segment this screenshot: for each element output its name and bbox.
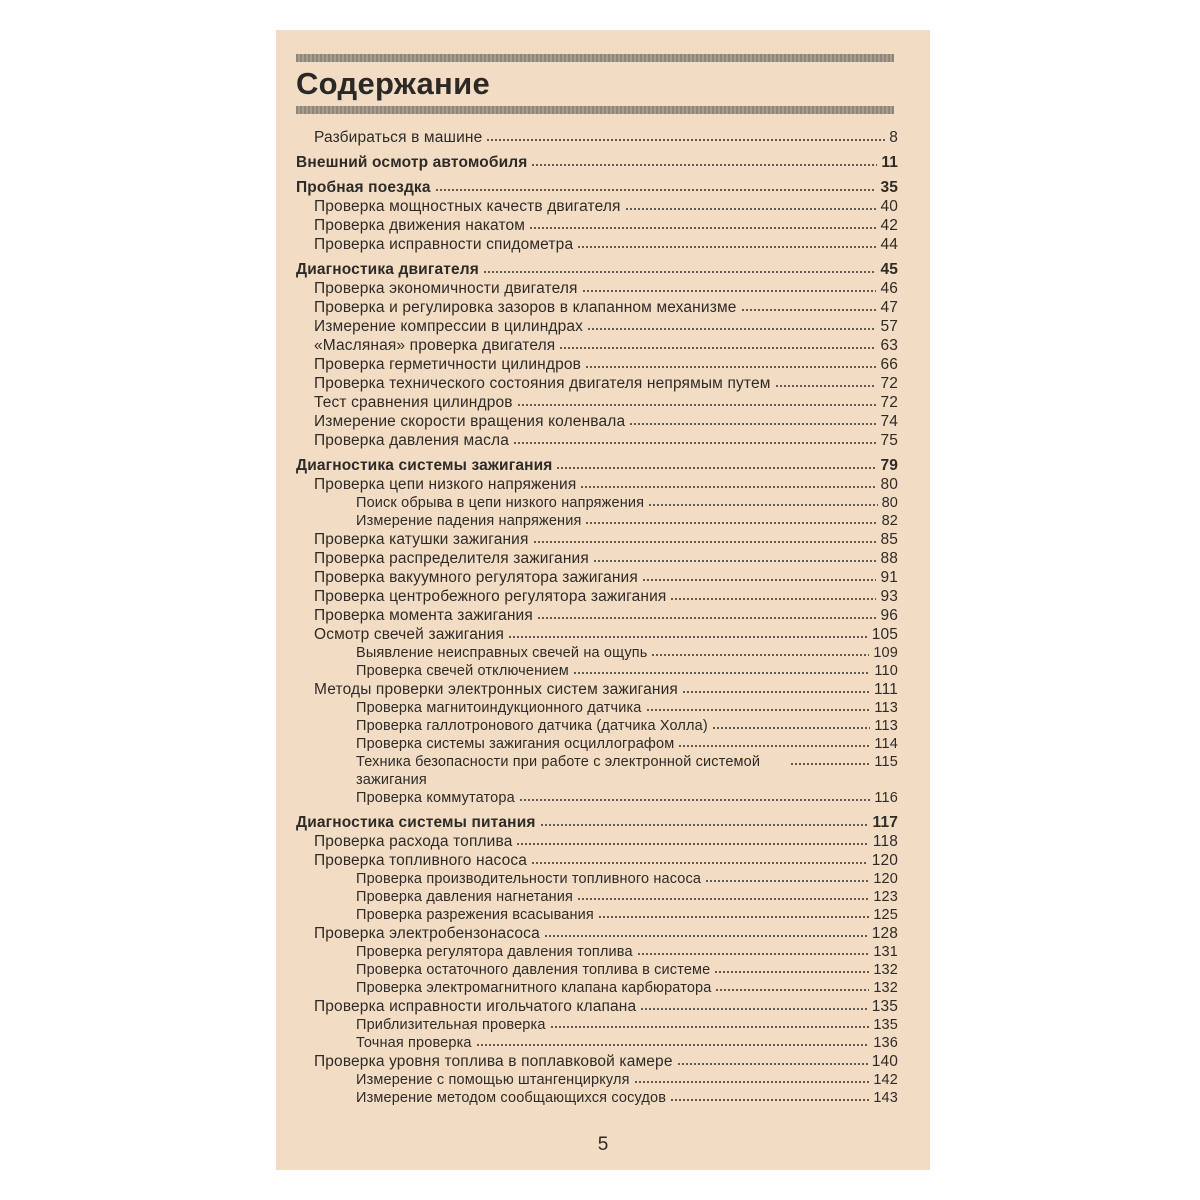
toc-leader-dots [648, 503, 877, 507]
toc-leader-dots [741, 308, 877, 312]
toc-entry-page: 111 [873, 681, 898, 698]
toc-entry [296, 512, 898, 530]
toc-entry [296, 279, 898, 298]
toc-leader-dots [508, 635, 868, 639]
toc-leader-dots [712, 726, 871, 730]
toc-leader-dots [559, 346, 876, 350]
toc-leader-dots [593, 559, 877, 563]
toc-entry-page: 66 [880, 356, 898, 373]
toc-entry-page: 115 [874, 754, 898, 770]
toc-entry-label: Проверка системы зажигания осциллографом [356, 736, 675, 752]
toc-leader-dots [705, 879, 869, 883]
toc-entry [296, 888, 898, 906]
toc-entry-page: 131 [873, 944, 898, 960]
toc-entry [296, 662, 898, 680]
toc-leader-dots [646, 708, 871, 712]
toc-entry-label: Проверка расхода топлива [314, 833, 513, 850]
toc-entry [296, 943, 898, 961]
toc-entry-label: Проверка мощностных качеств двигателя [314, 198, 621, 215]
toc-entry [296, 336, 898, 355]
toc-entry-label: «Масляная» проверка двигателя [314, 337, 556, 354]
toc-entry-label: Поиск обрыва в цепи низкого напряжения [356, 495, 645, 511]
toc-entry [296, 549, 898, 568]
toc-entry-label: Измерение методом сообщающихся сосудов [356, 1090, 667, 1106]
toc-entry-label: Проверка вакуумного регулятора зажигания [314, 569, 638, 586]
toc-leader-dots [790, 762, 870, 766]
toc-entry [296, 625, 898, 644]
toc-entry-label: Измерение падения напряжения [356, 513, 582, 529]
toc-entry-page: 82 [881, 513, 898, 529]
toc-entry-page: 93 [880, 588, 898, 605]
toc-entry-page: 45 [880, 261, 898, 278]
toc-entry-label: Проверка движения накатом [314, 217, 526, 234]
toc-entry-page: 75 [880, 432, 898, 449]
toc-entry [296, 393, 898, 412]
toc-leader-dots [513, 441, 876, 445]
toc-entry-page: 120 [873, 871, 898, 887]
toc-entry-label: Осмотр свечей зажигания [314, 626, 505, 643]
toc-entry-label: Проверка давления масла [314, 432, 509, 449]
toc-leader-dots [577, 245, 876, 249]
toc-leader-dots [582, 289, 877, 293]
toc-leader-dots [540, 823, 869, 827]
toc-entry [296, 870, 898, 888]
toc-entry-label: Проверка распределителя зажигания [314, 550, 589, 567]
toc-entry [296, 475, 898, 494]
toc-entry [296, 587, 898, 606]
toc-entry [296, 1071, 898, 1089]
toc-entry-label: Проверка цепи низкого напряжения [314, 476, 577, 493]
toc-entry-page: 110 [874, 663, 898, 679]
toc-leader-dots [544, 934, 868, 938]
toc-entry-label: Диагностика системы питания [296, 814, 536, 831]
toc-entry-page: 63 [880, 337, 898, 354]
toc-entry-page: 132 [873, 980, 898, 996]
toc-leader-dots [531, 861, 868, 865]
toc-entry-label: Проверка давления нагнетания [356, 889, 574, 905]
toc-entry-page: 140 [871, 1053, 898, 1070]
toc-entry [296, 961, 898, 979]
toc-entry [296, 412, 898, 431]
toc-section [296, 178, 898, 197]
toc-leader-dots [677, 1062, 868, 1066]
toc-leader-dots [714, 970, 869, 974]
toc-entry-page: 8 [889, 129, 898, 146]
toc-leader-dots [678, 744, 870, 748]
toc-leader-dots [580, 485, 876, 489]
toc-entry-label: Проверка электробензонасоса [314, 925, 540, 942]
toc-leader-dots [516, 842, 868, 846]
toc-entry-label: Методы проверки электронных систем зажигания [314, 681, 678, 698]
toc-entry-page: 142 [873, 1072, 898, 1088]
toc-entry-label: Проверка момента зажигания [314, 607, 533, 624]
toc-entry [296, 530, 898, 549]
toc-leader-dots [556, 466, 876, 470]
toc-entry-page: 113 [874, 700, 898, 716]
toc-entry [296, 906, 898, 924]
toc-entry-label: Проверка герметичности цилиндров [314, 356, 581, 373]
toc-entry-page: 47 [880, 299, 898, 316]
toc-entry-page: 118 [872, 833, 898, 850]
toc-entry [296, 789, 898, 807]
toc-entry-page: 109 [873, 645, 898, 661]
toc-entry [296, 644, 898, 662]
toc-entry-page: 44 [880, 236, 898, 253]
toc-leader-dots [435, 188, 877, 192]
toc-entry-label: Внешний осмотр автомобиля [296, 154, 528, 171]
toc-entry-label: Проверка магнитоиндукционного датчика [356, 700, 642, 716]
toc-entry-label: Измерение компрессии в цилиндрах [314, 318, 584, 335]
toc-entry-label: Проверка технического состояния двигателя непрямым путем [314, 375, 771, 392]
toc-entry [296, 735, 898, 753]
toc-entry [296, 1016, 898, 1034]
toc-entry [296, 680, 898, 699]
toc-leader-dots [637, 952, 870, 956]
toc-leader-dots [531, 163, 877, 167]
toc-entry-label: Проверка свечей отключением [356, 663, 569, 679]
toc-entry-label: Измерение с помощью штангенциркуля [356, 1072, 630, 1088]
toc-entry-page: 79 [880, 457, 898, 474]
toc-entry-page: 74 [880, 413, 898, 430]
toc-entry-label: Проверка и регулировка зазоров в клапанном механизме [314, 299, 737, 316]
toc-leader-dots [585, 521, 877, 525]
toc-entry-label: Проверка галлотронового датчика (датчика Холла) [356, 718, 708, 734]
toc-section [296, 456, 898, 475]
toc-entry-label: Проверка остаточного давления топлива в системе [356, 962, 711, 978]
book-page [276, 30, 930, 1170]
toc-entry-label: Тест сравнения цилиндров [314, 394, 513, 411]
toc-leader-dots [598, 915, 869, 919]
toc-entry [296, 1089, 898, 1107]
toc-entry [296, 606, 898, 625]
toc-entry-page: 57 [880, 318, 898, 335]
toc-leader-dots [775, 384, 877, 388]
toc-entry [296, 1052, 898, 1071]
toc-leader-dots [629, 422, 876, 426]
toc-entry-label: Диагностика системы зажигания [296, 457, 553, 474]
toc-entry [296, 355, 898, 374]
toc-entry [296, 216, 898, 235]
toc-entry [296, 197, 898, 216]
toc-entry [296, 317, 898, 336]
toc-entry [296, 494, 898, 512]
toc-leader-dots [533, 540, 877, 544]
toc-leader-dots [670, 1098, 869, 1102]
toc-entry-label: Проверка топливного насоса [314, 852, 528, 869]
toc-leader-dots [642, 578, 877, 582]
toc-entry-label: Проверка производительности топливного насоса [356, 871, 702, 887]
toc-entry-label: Выявление неисправных свечей на ощупь [356, 645, 648, 661]
toc-leader-dots [476, 1043, 870, 1047]
toc-entry-label: Проверка уровня топлива в поплавковой камере [314, 1053, 673, 1070]
toc-section [296, 813, 898, 832]
toc-entry [296, 235, 898, 254]
toc-leader-dots [529, 226, 876, 230]
toc-entry [296, 832, 898, 851]
toc-entry-page: 132 [873, 962, 898, 978]
toc-entry-page: 85 [880, 531, 898, 548]
toc-leader-dots [517, 403, 877, 407]
toc-entry-label: Проверка исправности спидометра [314, 236, 574, 253]
toc-entry-page: 11 [881, 154, 898, 171]
toc-leader-dots [585, 365, 876, 369]
toc-entry-page: 72 [880, 394, 898, 411]
toc-entry-page: 116 [874, 790, 898, 806]
toc-leader-dots [670, 597, 876, 601]
toc-entry-page: 135 [871, 998, 898, 1015]
toc-entry-label: Приблизительная проверка [356, 1017, 546, 1033]
toc-entry [296, 568, 898, 587]
toc-leader-dots [587, 327, 876, 331]
toc-entry-label: Проверка разрежения всасывания [356, 907, 594, 923]
toc-leader-dots [682, 690, 870, 694]
toc-leader-dots [651, 653, 869, 657]
toc-entry-label: Измерение скорости вращения коленвала [314, 413, 626, 430]
toc-entry-label: Проверка экономичности двигателя [314, 280, 578, 297]
toc-entry-label: Техника безопасности при работе с электронной системой зажигания [356, 754, 761, 788]
toc-entry-label: Проверка электромагнитного клапана карбюратора [356, 980, 712, 996]
toc-entry-page: 42 [880, 217, 898, 234]
toc-section [296, 153, 898, 172]
toc-entry [296, 128, 898, 147]
toc-entry-page: 135 [873, 1017, 898, 1033]
toc-entry [296, 717, 898, 735]
toc-leader-dots [625, 207, 877, 211]
toc-entry-page: 80 [881, 495, 898, 511]
toc-entry-page: 113 [874, 718, 898, 734]
toc-entry-label: Проверка центробежного регулятора зажигания [314, 588, 667, 605]
toc-leader-dots [634, 1080, 870, 1084]
toc-entry-page: 88 [880, 550, 898, 567]
toc-entry-label: Диагностика двигателя [296, 261, 479, 278]
toc-leader-dots [486, 138, 885, 142]
toc-entry-page: 91 [880, 569, 898, 586]
page-number: 5 [597, 1134, 609, 1155]
table-of-contents [296, 128, 898, 1107]
toc-entry-page: 123 [873, 889, 898, 905]
toc-entry-label: Проверка исправности игольчатого клапана [314, 998, 637, 1015]
toc-section [296, 260, 898, 279]
toc-entry-page: 128 [871, 925, 898, 942]
toc-entry-page: 40 [880, 198, 898, 215]
toc-entry [296, 298, 898, 317]
toc-leader-dots [550, 1025, 870, 1029]
toc-entry-label: Проверка катушки зажигания [314, 531, 529, 548]
toc-entry-page: 96 [880, 607, 898, 624]
toc-leader-dots [573, 671, 871, 675]
toc-entry-page: 46 [880, 280, 898, 297]
toc-entry [296, 979, 898, 997]
toc-entry-label: Проверка коммутатора [356, 790, 515, 806]
toc-leader-dots [640, 1007, 867, 1011]
toc-entry [296, 753, 898, 789]
toc-entry-label: Пробная поездка [296, 179, 431, 196]
toc-entry [296, 699, 898, 717]
toc-entry [296, 924, 898, 943]
toc-leader-dots [577, 897, 869, 901]
toc-entry-page: 143 [873, 1090, 898, 1106]
toc-entry-page: 125 [873, 907, 898, 923]
toc-leader-dots [519, 798, 871, 802]
page-title: Содержание [296, 66, 490, 101]
toc-entry-label: Точная проверка [356, 1035, 472, 1051]
toc-entry-page: 35 [880, 179, 898, 196]
toc-entry-page: 72 [880, 375, 898, 392]
toc-entry-page: 136 [873, 1035, 898, 1051]
toc-entry-label: Разбираться в машине [314, 129, 483, 146]
toc-leader-dots [483, 270, 877, 274]
toc-entry [296, 431, 898, 450]
toc-entry [296, 851, 898, 870]
toc-entry [296, 374, 898, 393]
toc-entry-label: Проверка регулятора давления топлива [356, 944, 633, 960]
toc-leader-dots [715, 988, 869, 992]
toc-entry-page: 105 [871, 626, 898, 643]
toc-entry-page: 120 [871, 852, 898, 869]
toc-entry-page: 114 [874, 736, 898, 752]
toc-leader-dots [537, 616, 877, 620]
header-rule-bottom [296, 106, 894, 114]
toc-entry-page: 80 [880, 476, 898, 493]
toc-entry [296, 997, 898, 1016]
toc-entry [296, 1034, 898, 1052]
header-rule-top [296, 54, 894, 62]
toc-entry-page: 117 [872, 814, 898, 831]
